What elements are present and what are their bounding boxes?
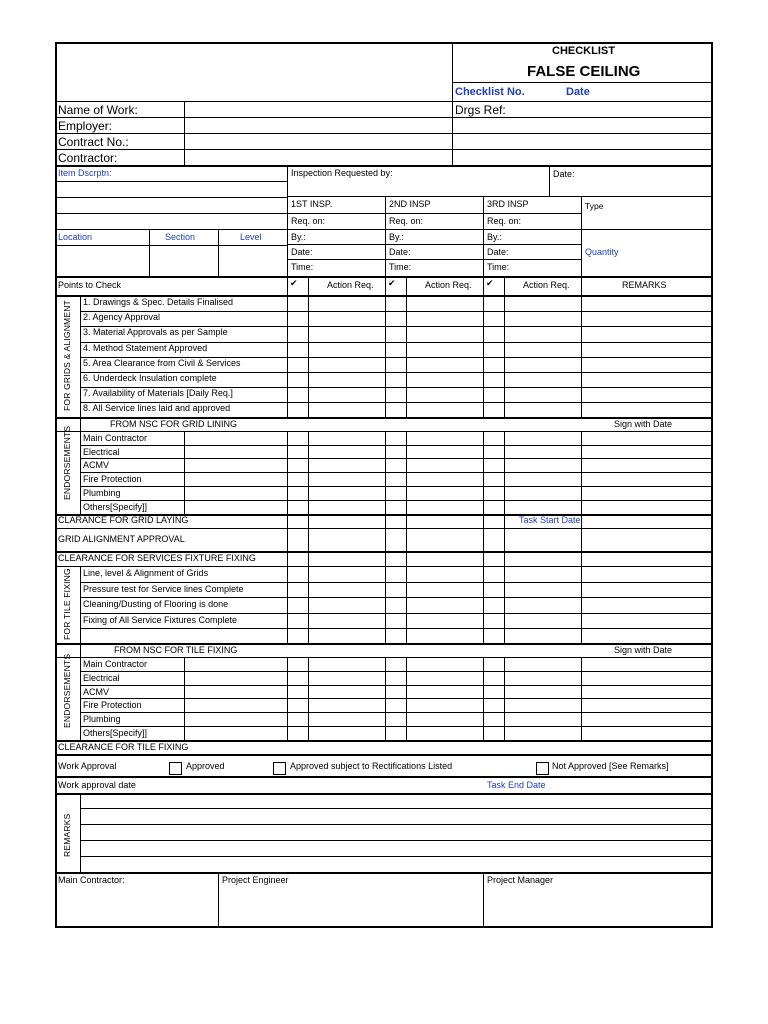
quantity-label: Quantity	[585, 247, 619, 257]
date-2: Date:	[389, 247, 411, 257]
h-rule	[80, 486, 712, 487]
points-to-check-label: Points to Check	[58, 280, 122, 290]
v-rule	[287, 657, 288, 740]
h-rule	[80, 613, 712, 614]
action-req-3: Action Req.	[523, 280, 570, 290]
h-rule	[55, 566, 712, 567]
work-approval-date-label: Work approval date	[58, 780, 136, 790]
type-label: Type	[585, 201, 604, 211]
v-rule	[581, 296, 582, 417]
by-1: By.:	[291, 232, 306, 242]
tick-icon: ✔	[290, 278, 298, 288]
v-rule	[308, 296, 309, 417]
v-rule	[287, 296, 288, 417]
approved-subject-label: Approved subject to Rectifications Listed	[290, 761, 453, 771]
drgs-ref-label: Drgs Ref:	[455, 103, 506, 117]
h-rule	[55, 42, 712, 44]
action-req-2: Action Req.	[425, 280, 472, 290]
v-rule	[504, 566, 505, 643]
v-rule	[483, 196, 484, 296]
remarks-side-label: REMARKS	[62, 813, 72, 857]
h-rule	[55, 926, 712, 928]
h-rule	[80, 458, 712, 459]
v-rule	[483, 657, 484, 740]
v-rule	[218, 229, 219, 276]
v-rule	[406, 551, 407, 566]
h-rule	[55, 657, 712, 658]
sign-with-date-grid: Sign with Date	[614, 419, 673, 429]
h-rule	[80, 685, 712, 686]
checklist-item: 1. Drawings & Spec. Details Finalised	[83, 297, 234, 307]
v-rule	[483, 566, 484, 643]
project-manager-signature-label: Project Manager	[487, 875, 554, 885]
h-rule	[55, 149, 712, 150]
checklist-item: 8. All Service lines laid and approved	[83, 403, 231, 414]
grid-alignment-approval: GRID ALIGNMENT APPROVAL	[58, 534, 185, 544]
v-rule	[483, 872, 484, 928]
h-rule	[452, 82, 712, 83]
checklist-item: 2. Agency Approval	[83, 312, 161, 323]
v-rule	[504, 276, 505, 296]
checklist-item: Fixing of All Service Fixtures Complete	[83, 614, 238, 625]
v-rule	[287, 514, 288, 551]
checklist-item: 6. Underdeck Insulation complete	[83, 373, 217, 383]
location-label: Location	[58, 232, 93, 242]
time-1: Time:	[291, 262, 314, 272]
header-date-label: Date	[566, 86, 590, 98]
h-rule	[55, 431, 712, 432]
h-rule	[80, 628, 712, 629]
not-approved-checkbox[interactable]	[536, 762, 549, 775]
project-engineer-signature-label: Project Engineer	[222, 875, 289, 885]
task-end-date-label: Task End Date	[487, 780, 546, 790]
h-rule	[55, 793, 712, 795]
not-approved-label: Not Approved [See Remarks]	[552, 761, 669, 771]
v-rule	[452, 42, 453, 166]
section-label: Section	[165, 232, 196, 242]
h-rule	[55, 165, 712, 167]
nsc-grid-heading: FROM NSC FOR GRID LINING	[110, 419, 238, 429]
h-rule	[80, 698, 712, 699]
v-rule	[308, 566, 309, 643]
h-rule	[80, 726, 712, 727]
v-rule	[184, 101, 185, 166]
approved-subject-checkbox[interactable]	[273, 762, 286, 775]
h-rule	[55, 776, 712, 778]
checklist-item: Plumbing	[83, 487, 121, 498]
v-rule	[581, 196, 582, 296]
v-rule	[581, 566, 582, 643]
v-rule	[149, 229, 150, 276]
checklist-item: Fire Protection	[83, 700, 142, 711]
v-rule	[385, 431, 386, 514]
v-rule	[549, 166, 550, 196]
checklist-item: Others[Specify]]	[83, 501, 148, 512]
v-rule	[287, 566, 288, 643]
v-rule	[406, 296, 407, 417]
v-rule	[308, 276, 309, 296]
h-rule	[80, 311, 712, 312]
clearance-tile: CLEARANCE FOR TILE FIXING	[58, 742, 189, 752]
h-rule	[55, 213, 287, 214]
inspection-requested-by-label: Inspection Requested by:	[291, 168, 393, 178]
first-inspection-label: 1ST INSP.	[291, 199, 333, 209]
by-2: By.:	[389, 232, 404, 242]
h-rule	[80, 500, 712, 501]
v-rule	[308, 431, 309, 514]
v-rule	[504, 296, 505, 417]
h-rule	[55, 229, 712, 230]
checklist-item: Pressure test for Service lines Complete	[83, 583, 244, 594]
v-rule	[184, 657, 185, 740]
checklist-item: Main Contractor	[83, 659, 148, 669]
checklist-item: 5. Area Clearance from Civil & Services	[83, 357, 241, 368]
v-rule	[406, 657, 407, 740]
v-rule	[385, 551, 386, 566]
h-rule	[55, 872, 712, 874]
date-3: Date:	[487, 247, 509, 257]
remarks-header: REMARKS	[622, 280, 667, 290]
h-rule	[287, 244, 581, 245]
v-rule	[385, 566, 386, 643]
h-rule	[55, 276, 712, 278]
h-rule	[80, 597, 712, 598]
v-rule	[581, 431, 582, 514]
h-rule	[55, 101, 712, 102]
v-rule	[287, 431, 288, 514]
checklist-item: Plumbing	[83, 714, 121, 725]
action-req-1: Action Req.	[327, 280, 374, 290]
checklist-item: 7. Availability of Materials [Daily Req.]	[83, 388, 233, 399]
employer-label: Employer:	[58, 119, 113, 133]
sign-with-date-tile: Sign with Date	[614, 645, 673, 655]
v-rule	[406, 431, 407, 514]
approved-checkbox[interactable]	[169, 762, 182, 775]
checklist-item: Electrical	[83, 446, 120, 457]
h-rule	[80, 582, 712, 583]
h-rule	[55, 133, 712, 134]
date-1: Date:	[291, 247, 313, 257]
v-rule	[308, 657, 309, 740]
h-rule	[287, 259, 581, 260]
v-rule	[406, 276, 407, 296]
checklist-item: Electrical	[83, 672, 120, 683]
v-rule	[483, 514, 484, 551]
v-rule	[80, 793, 81, 872]
v-rule	[406, 566, 407, 643]
checklist-item: ACMV	[83, 686, 110, 697]
time-3: Time:	[487, 262, 510, 272]
checklist-item: Cleaning/Dusting of Flooring is done	[83, 599, 229, 609]
clearance-services: CLEARANCE FOR SERVICES FIXTURE FIXING	[58, 553, 256, 563]
v-rule	[581, 551, 582, 566]
main-contractor-signature-label: Main Contractor:	[58, 875, 125, 885]
checklist-item: Main Contractor	[83, 433, 148, 443]
v-rule	[308, 551, 309, 566]
v-rule	[385, 657, 386, 740]
tick-icon: ✔	[486, 278, 494, 288]
approved-label: Approved	[186, 761, 225, 771]
nsc-tile-heading: FROM NSC FOR TILE FIXING	[114, 645, 238, 655]
checklist-label: CHECKLIST	[552, 45, 615, 57]
v-rule	[80, 566, 81, 643]
v-rule	[504, 657, 505, 740]
grids-alignment-side-label: FOR GRIDS & ALIGNMENT	[62, 300, 72, 411]
h-rule	[55, 181, 287, 182]
v-rule	[483, 431, 484, 514]
v-rule	[581, 657, 582, 740]
work-approval-label: Work Approval	[58, 761, 117, 771]
v-rule	[385, 514, 386, 551]
level-label: Level	[240, 232, 262, 242]
v-rule	[504, 514, 505, 551]
h-rule	[55, 245, 287, 246]
second-inspection-label: 2ND INSP	[389, 199, 431, 209]
endorsements-tile-side-label: ENDORSEMENTS	[62, 653, 72, 728]
v-rule	[483, 551, 484, 566]
page-title: FALSE CEILING	[527, 63, 641, 80]
v-rule	[504, 431, 505, 514]
h-rule	[80, 671, 712, 672]
checklist-item: Others[Specify]]	[83, 728, 148, 738]
contract-no-label: Contract No.:	[58, 135, 129, 149]
endorsements-grid-side-label: ENDORSEMENTS	[62, 425, 72, 500]
h-rule	[55, 754, 712, 756]
checklist-item: Fire Protection	[83, 474, 142, 485]
inspection-date-label: Date:	[553, 169, 575, 179]
h-rule	[55, 197, 287, 198]
h-rule	[55, 528, 712, 529]
h-rule	[80, 824, 712, 825]
clearance-grid-laying: CLARANCE FOR GRID LAYING	[58, 515, 189, 525]
req-on-1: Req. on:	[291, 216, 326, 226]
v-rule	[308, 514, 309, 551]
checklist-item: 3. Material Approvals as per Sample	[83, 327, 228, 338]
tick-icon: ✔	[388, 278, 396, 288]
v-rule	[385, 196, 386, 296]
v-rule	[406, 514, 407, 551]
checklist-item: Line, level & Alignment of Grids	[83, 568, 209, 578]
by-3: By.:	[487, 232, 502, 242]
v-rule	[287, 551, 288, 566]
checklist-no-label: Checklist No.	[455, 86, 525, 98]
item-description-label: Item Dscrptn:	[58, 168, 112, 178]
tile-fixing-side-label: FOR TILE FIXING	[62, 568, 72, 640]
v-rule	[184, 431, 185, 514]
h-rule	[55, 117, 712, 118]
contractor-label: Contractor:	[58, 151, 118, 165]
h-rule	[80, 808, 712, 809]
v-rule	[483, 296, 484, 417]
req-on-2: Req. on:	[389, 216, 424, 226]
req-on-3: Req. on:	[487, 216, 522, 226]
name-of-work-label: Name of Work:	[58, 103, 138, 117]
third-inspection-label: 3RD INSP	[487, 199, 529, 209]
checklist-item: 4. Method Statement Approved	[83, 342, 208, 353]
h-rule	[80, 840, 712, 841]
v-rule	[385, 296, 386, 417]
v-rule	[218, 872, 219, 928]
time-2: Time:	[389, 262, 412, 272]
v-rule	[55, 42, 57, 928]
h-rule	[80, 445, 712, 446]
task-start-date-label: Task Start Date:	[519, 515, 584, 525]
h-rule	[287, 196, 712, 197]
h-rule	[80, 712, 712, 713]
v-rule	[504, 551, 505, 566]
h-rule	[80, 856, 712, 857]
checklist-item: ACMV	[83, 460, 110, 471]
h-rule	[80, 472, 712, 473]
h-rule	[287, 213, 581, 214]
